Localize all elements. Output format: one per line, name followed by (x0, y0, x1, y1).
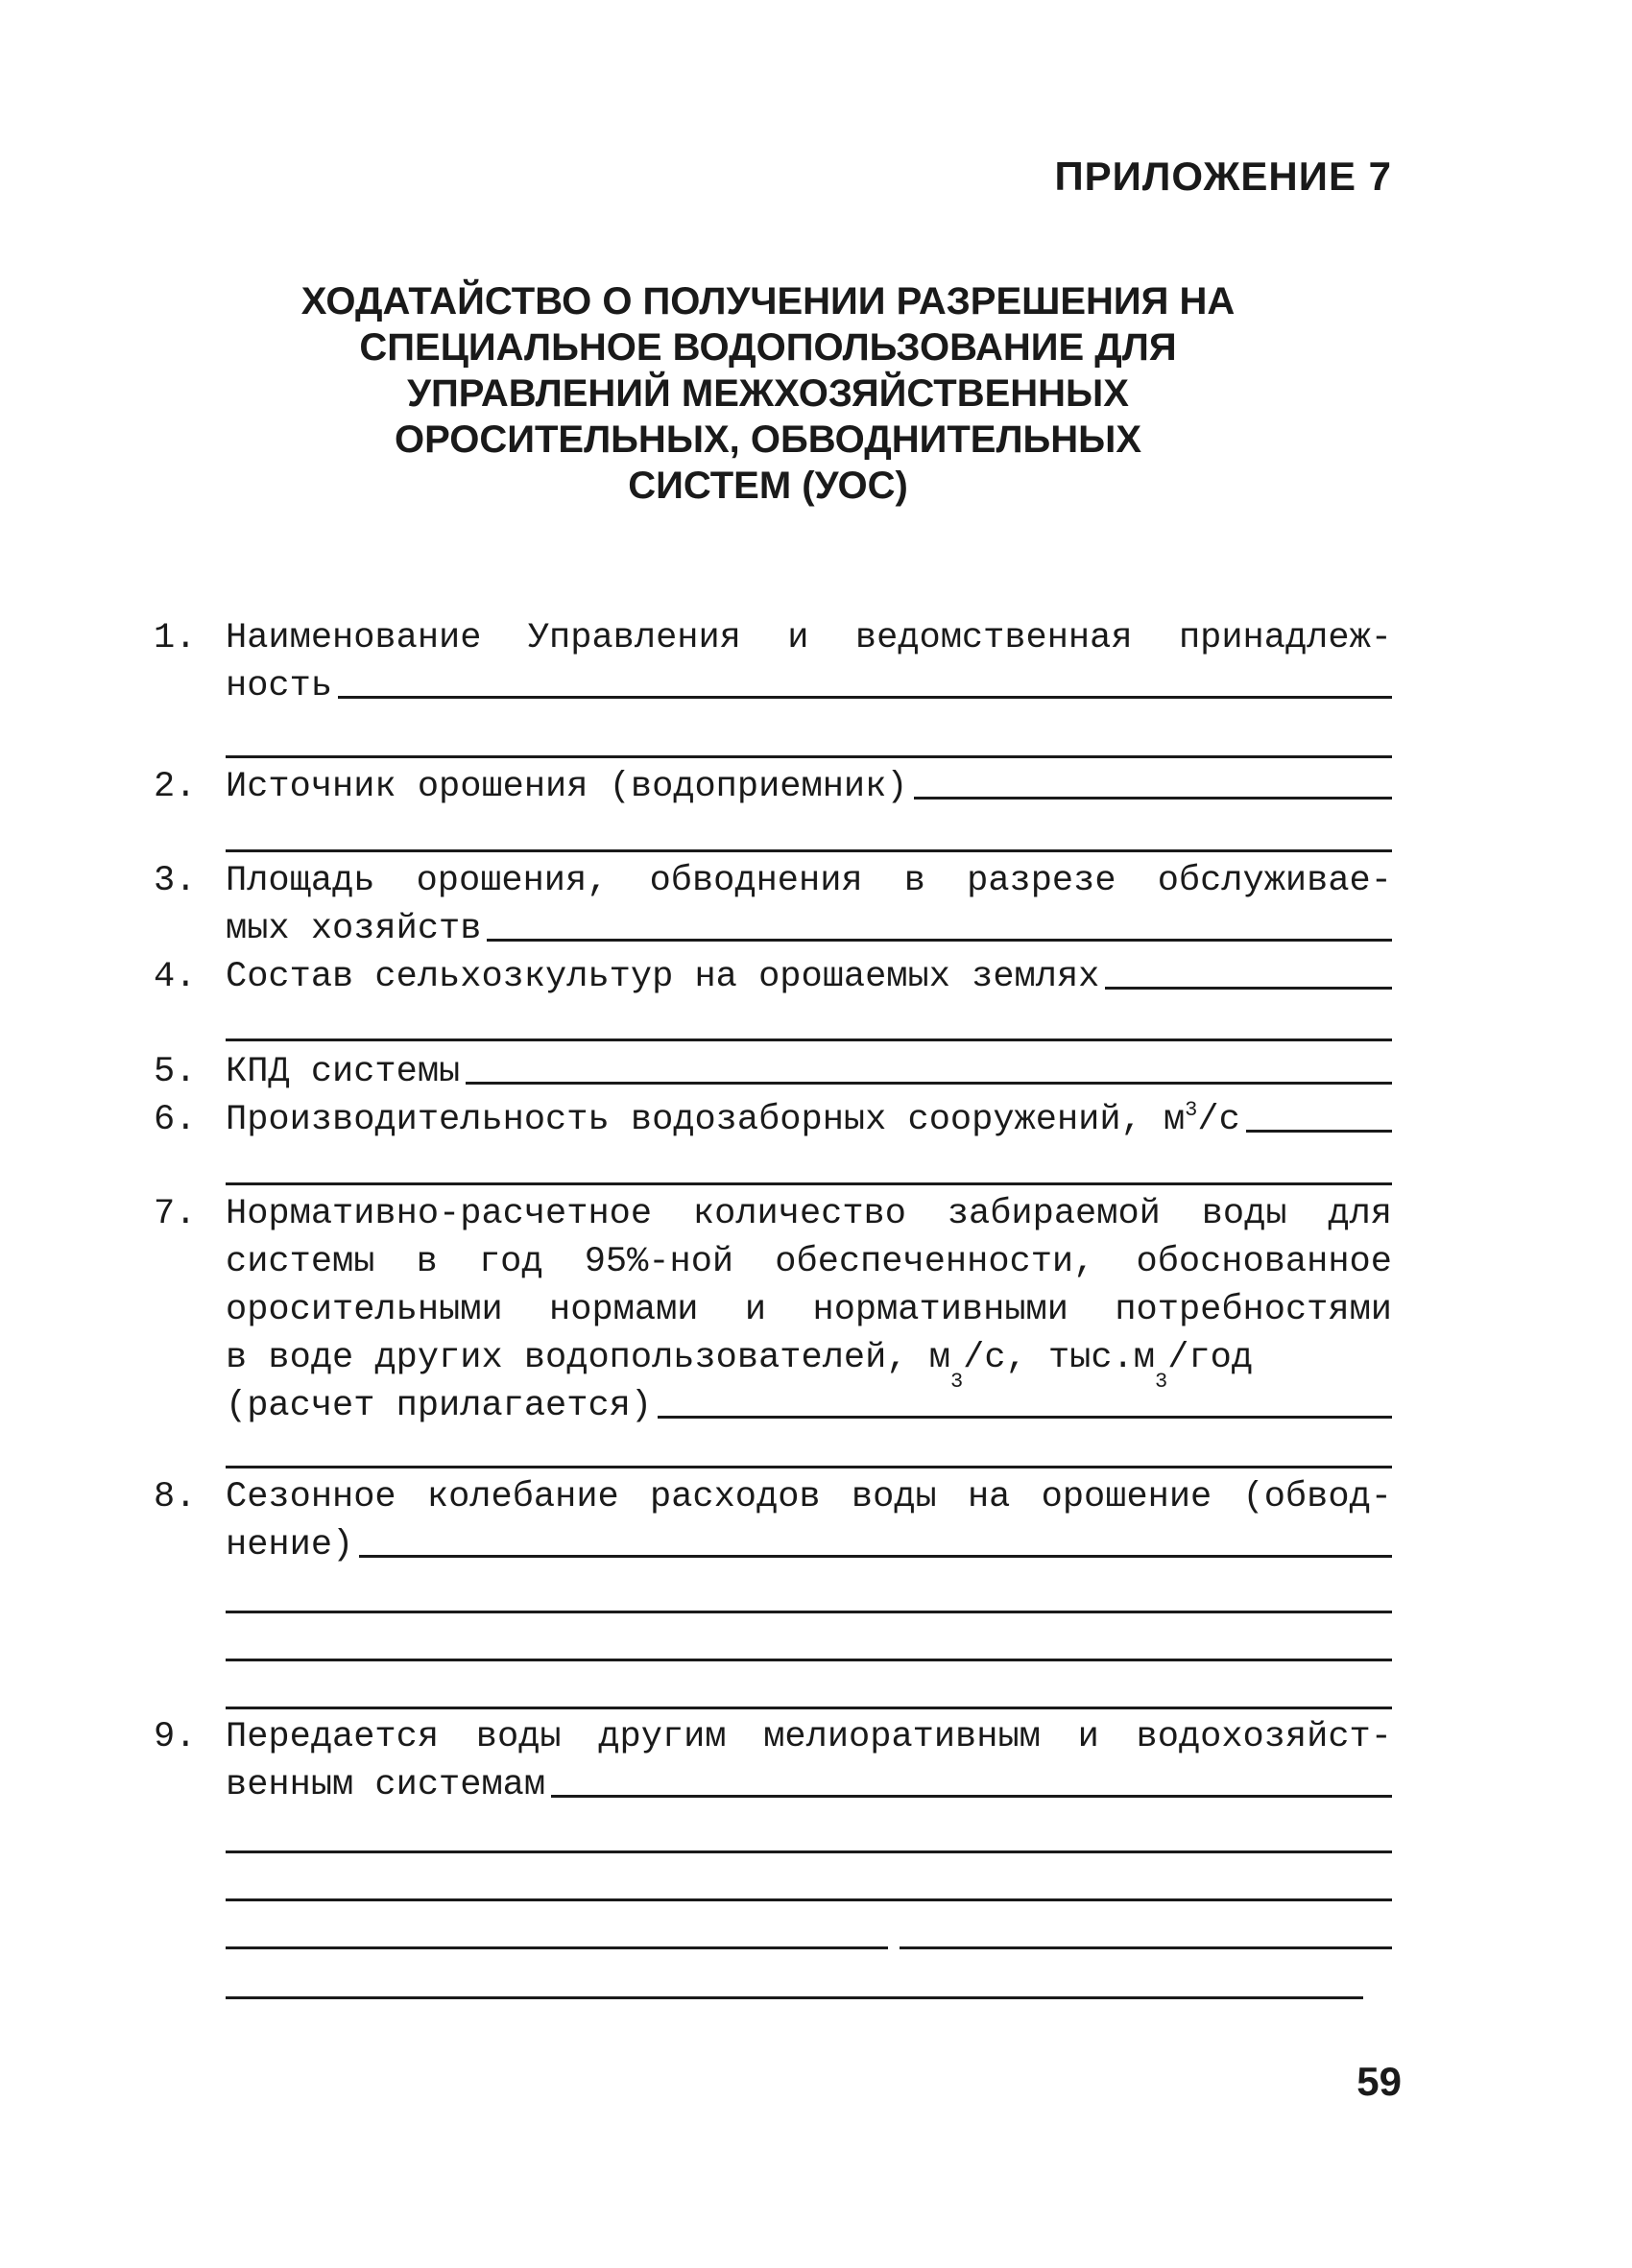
item-number: 2. (154, 767, 197, 807)
page-number: 59 (1356, 2059, 1402, 2104)
answer-field[interactable] (914, 797, 1392, 800)
answer-field[interactable] (551, 1795, 1392, 1798)
item-number: 6. (154, 1100, 197, 1140)
form-item-7 (154, 1190, 1392, 1430)
form-item-4 (154, 953, 1392, 1001)
answer-line[interactable] (226, 1659, 1392, 1661)
answer-line[interactable] (226, 755, 1392, 758)
form-item-1 (154, 614, 1392, 710)
answer-field[interactable] (1246, 1130, 1392, 1133)
item-text: оросительными нормами и нормативными потребностями (226, 1290, 1392, 1330)
form-item-9 (154, 1713, 1392, 1809)
title-line: СИСТЕМ (УОС) (628, 465, 908, 507)
answer-field[interactable] (658, 1416, 1392, 1419)
item-line (226, 953, 1392, 1001)
answer-line[interactable] (226, 1707, 1392, 1709)
item-text: Нормативно-расчетное количество забираемой воды для (226, 1194, 1392, 1234)
item-text: (расчет прилагается) (226, 1386, 653, 1426)
item-text: Производительность водозаборных сооружений, $м^3/с$ (226, 1098, 1240, 1140)
item-text: Сезонное колебание расходов воды на орошение (обвод- (226, 1477, 1392, 1517)
answer-line[interactable] (226, 1946, 1392, 1949)
item-line (226, 662, 1392, 710)
title-line: СПЕЦИАЛЬНОЕ ВОДОПОЛЬЗОВАНИЕ ДЛЯ (359, 326, 1177, 369)
item-number: 9. (154, 1717, 197, 1757)
item-line (226, 1048, 1392, 1096)
item-number: 4. (154, 957, 197, 997)
answer-line[interactable] (226, 1611, 1392, 1613)
answer-line[interactable] (226, 1466, 1392, 1468)
item-number: 5. (154, 1052, 197, 1092)
answer-field[interactable] (1105, 987, 1392, 990)
answer-line[interactable] (226, 849, 1392, 852)
item-text: в воде других водопользователей, м 3 /с, тыс.м 3 /год (226, 1338, 1254, 1394)
item-text: системы в год 95%-ной обеспеченности, обоснованное (226, 1242, 1392, 1282)
answer-field[interactable] (359, 1555, 1392, 1558)
answer-field[interactable] (338, 696, 1392, 699)
item-line (226, 1761, 1392, 1809)
item-text: Передается воды другим мелиоративным и водохозяйст- (226, 1717, 1392, 1757)
item-number: 8. (154, 1477, 197, 1517)
title-line: ХОДАТАЙСТВО О ПОЛУЧЕНИИ РАЗРЕШЕНИЯ НА (300, 280, 1236, 322)
item-text: Наименование Управления и ведомственная принадлеж- (226, 618, 1392, 658)
document-title (192, 278, 1344, 509)
item-text: Состав сельхозкультур на орошаемых землях (226, 957, 1100, 997)
item-line (226, 1096, 1392, 1144)
answer-line[interactable] (226, 1898, 1392, 1901)
title-line: ОРОСИТЕЛЬНЫХ, ОБВОДНИТЕЛЬНЫХ (394, 418, 1142, 461)
answer-field[interactable] (487, 939, 1392, 942)
form-item-2 (154, 763, 1392, 811)
answer-line[interactable] (226, 1996, 1363, 1999)
item-number: 3. (154, 861, 197, 901)
item-line (226, 1521, 1392, 1569)
item-number: 7. (154, 1194, 197, 1234)
form-item-8 (154, 1473, 1392, 1569)
item-text: Источник орошения (водоприемник) (226, 767, 908, 807)
title-line: УПРАВЛЕНИЙ МЕЖХОЗЯЙСТВЕННЫХ (407, 372, 1129, 415)
answer-field[interactable] (466, 1082, 1392, 1085)
form-item-5 (154, 1048, 1392, 1096)
item-text: Площадь орошения, обводнения в разрезе обслуживае- (226, 861, 1392, 901)
form-item-3 (154, 857, 1392, 953)
item-text: ность (226, 666, 333, 706)
item-text: венным системам (226, 1765, 546, 1805)
item-line (226, 763, 1392, 811)
form-item-6 (154, 1096, 1392, 1144)
item-text: мых хозяйств (226, 909, 482, 949)
item-line (226, 1382, 1392, 1430)
item-text: нение) (226, 1525, 354, 1565)
answer-line[interactable] (226, 1039, 1392, 1041)
appendix-label: ПРИЛОЖЕНИЕ 7 (1054, 154, 1392, 199)
answer-line[interactable] (226, 1850, 1392, 1853)
answer-line[interactable] (226, 1182, 1392, 1185)
item-number: 1. (154, 618, 197, 658)
item-text: КПД системы (226, 1052, 461, 1092)
item-line (226, 905, 1392, 953)
